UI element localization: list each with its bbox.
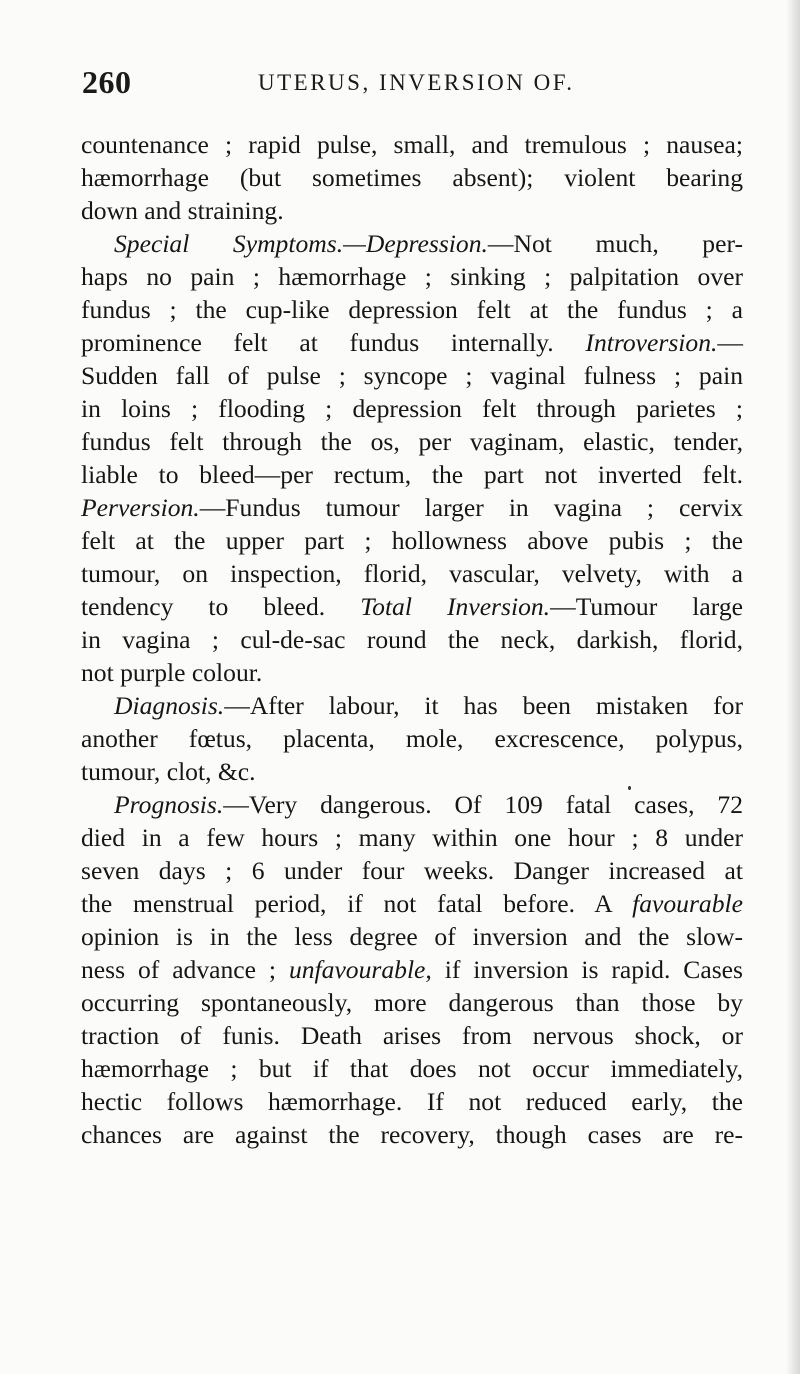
text-line: Sudden fall of pulse ; syncope ; vaginal fulness ; pain [81,361,743,390]
text-line: felt at the upper part ; hollowness above pubis ; the [81,526,743,555]
text-line: down and straining. [81,196,284,225]
text-line: the menstrual period, if not fatal before. A favourable [81,889,743,918]
text-line: not purple colour. [81,658,263,687]
text-line: hectic follows hæmorrhage. If not reduced early, the [81,1087,743,1116]
section-heading-prognosis: Prognosis. [114,790,224,819]
text-line: hæmorrhage ; but if that does not occur immediately, [81,1054,743,1083]
text-line: opinion is in the less degree of inversion and the slow- [81,922,743,951]
term-unfavourable: unfavourable, [288,955,432,984]
text-line: another fœtus, placenta, mole, excrescence, polypus, [81,724,743,753]
text-line: tumour, clot, &c. [81,757,256,786]
text-line: died in a few hours ; many within one hour ; 8 under [81,823,743,852]
page-number: 260 [82,64,132,100]
page-header [82,64,742,108]
text-line: Special Symptoms.—Depression.—Not much, per- [114,229,743,258]
text-line: occurring spontaneously, more dangerous than those by [81,988,743,1017]
term-introversion: Introversion. [585,328,718,357]
text-line: traction of funis. Death arises from nervous shock, or [81,1021,743,1050]
text-line: prominence felt at fundus internally. Introversion.— [81,328,743,357]
term-perversion: Perversion. [81,493,200,522]
text-line: Prognosis.—Very dangerous. Of 109 fatal cases, 72 [114,790,743,819]
text-line: in vagina ; cul-de-sac round the neck, darkish, florid, [81,625,743,654]
section-heading-diagnosis: Diagnosis. [114,691,225,720]
term-favourable: favourable [632,889,743,918]
text-line: fundus felt through the os, per vaginam, elastic, tender, [81,427,743,456]
text-line: liable to bleed—per rectum, the part not inverted felt. [81,460,743,489]
text-line: ness of advance ; unfavourable, if inversion is rapid. Cases [81,955,743,984]
text-line: seven days ; 6 under four weeks. Danger increased at [81,856,743,885]
text-line: chances are against the recovery, though cases are re- [81,1120,743,1149]
term-total-inversion: Total Inversion. [360,592,551,621]
text-line: haps no pain ; hæmorrhage ; sinking ; palpitation over [81,262,743,291]
body-text [81,128,743,1151]
running-head: UTERUS, INVERSION OF. [258,70,575,95]
text-line: hæmorrhage (but sometimes absent); violent bearing [81,163,743,192]
ink-speck [628,786,631,790]
text-line: fundus ; the cup-like depression felt at the fundus ; a [81,295,743,324]
text-line: tendency to bleed. Total Inversion.—Tumour large [81,592,743,621]
text-line: Perversion.—Fundus tumour larger in vagina ; cervix [81,493,743,522]
text-line: countenance ; rapid pulse, small, and tremulous ; nausea; [81,130,743,159]
text-line: tumour, on inspection, florid, vascular, velvety, with a [81,559,743,588]
text-line: Diagnosis.—After labour, it has been mistaken for [114,691,743,720]
section-heading-special-symptoms: Special Symptoms.—Depression. [114,229,488,258]
text-line: in loins ; flooding ; depression felt through parietes ; [81,394,743,423]
